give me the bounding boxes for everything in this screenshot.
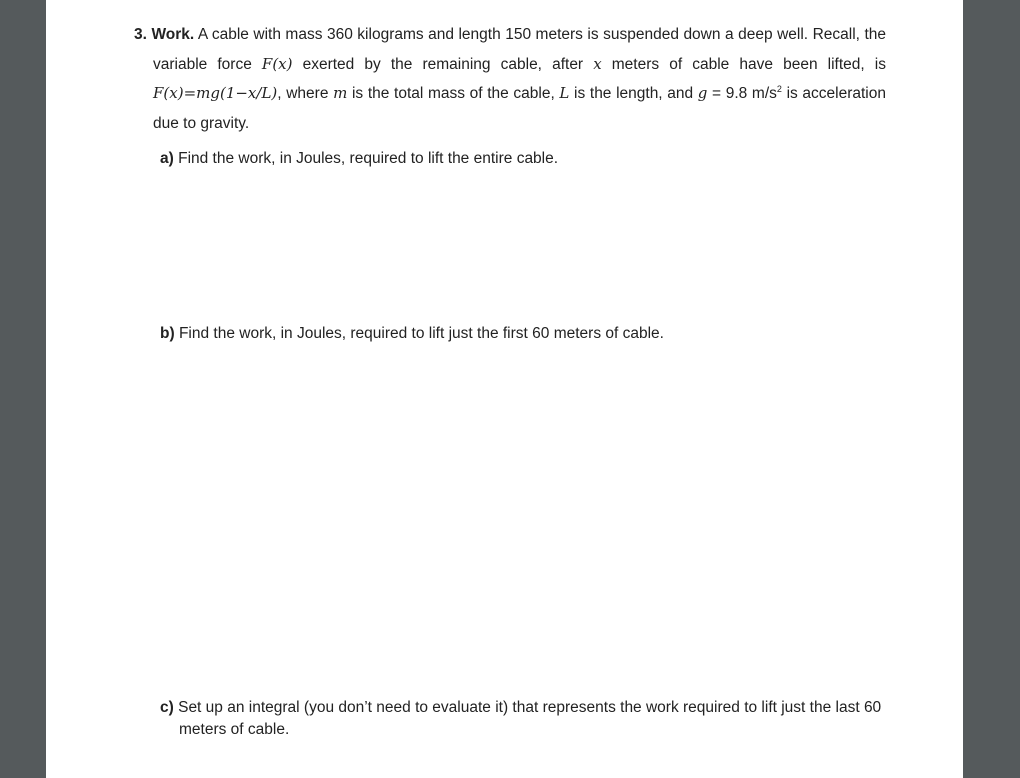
problem-title: Work. (151, 26, 195, 43)
intro-text-4: , where (277, 85, 334, 102)
g-variable: g (697, 84, 708, 102)
part-b-label: b) (160, 325, 175, 342)
part-c-paragraph (160, 697, 890, 741)
g-exponent: 2 (776, 83, 782, 94)
part-c-label: c) (160, 699, 174, 716)
problem-number: 3. (134, 26, 147, 43)
force-function: F(x) (261, 54, 293, 73)
x-variable: x (593, 54, 602, 73)
intro-text-8: is acceleration due to gravity. (153, 85, 886, 132)
intro-text-3: meters of cable have been lifted, is (601, 55, 886, 73)
intro-text-6: is the length, and (569, 85, 698, 102)
part-c (160, 697, 890, 741)
m-variable: m (333, 84, 348, 102)
part-a-label: a) (160, 150, 174, 167)
part-b-text: Find the work, in Joules, required to lift just the first 60 meters of cable. (174, 325, 664, 342)
part-b (160, 323, 900, 345)
problem-paragraph (134, 20, 886, 138)
part-a (160, 148, 900, 170)
part-a-text: Find the work, in Joules, required to lift the entire cable. (173, 150, 559, 167)
part-c-text: Set up an integral (you don’t need to evaluate it) that represents the work required to lift just the last 60 meters of cable. (173, 699, 882, 738)
intro-text-1: A cable with mass 360 kilograms and length 150 meters is suspended down a deep well. Recall, the variable force (153, 26, 886, 73)
document-page (46, 0, 963, 778)
intro-text-2: exerted by the remaining cable, after (292, 55, 594, 73)
L-variable: L (559, 84, 570, 102)
problem-statement (134, 20, 886, 138)
force-formula: F(x)=mg(1−x/L) (153, 84, 278, 102)
intro-text-5: is the total mass of the cable, (347, 85, 560, 102)
intro-text-7: = 9.8 m/s (707, 85, 777, 102)
